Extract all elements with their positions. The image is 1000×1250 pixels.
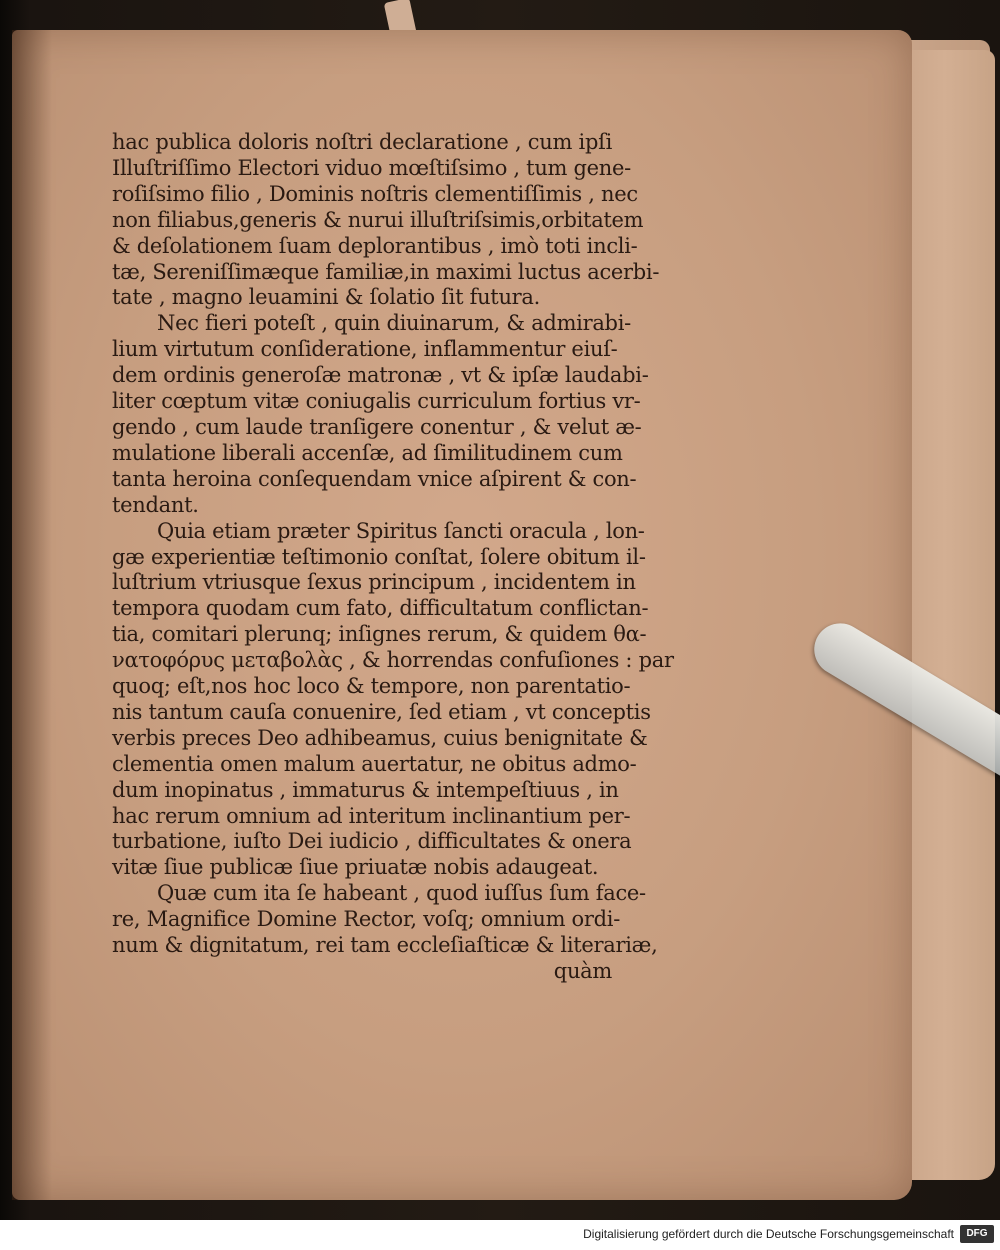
text-line: Nec fieri poteſt , quin diuinarum, & admirabi- [157, 311, 631, 336]
text-line: quoq; eſt,nos hoc loco & tempore, non parentatio- [112, 674, 631, 699]
text-line: non filiabus,generis & nurui illuſtriſsimis,orbitatem [112, 207, 644, 232]
text-line: re, Magnifice Domine Rector, voſq; omnium ordi- [112, 907, 620, 932]
text-line: gæ experientiæ teſtimonio conſtat, ſolere obitum il- [112, 544, 646, 569]
text-line: clementia omen malum auertatur, ne obitus admo- [112, 751, 637, 776]
text-line: tate , magno leuamini & ſolatio ſit futura. [112, 285, 540, 310]
text-line: tia, comitari plerunq; inſignes rerum, & quidem θα- [112, 622, 647, 647]
text-line: tendant. [112, 492, 199, 517]
page-gutter-shadow [12, 30, 52, 1200]
text-line: mulatione liberali accenſæ, ad ſimilitudinem cum [112, 440, 623, 465]
text-line: verbis preces Deo adhibeamus, cuius benignitate & [112, 725, 648, 750]
text-line: hac publica doloris noſtri declaratione , cum ipſi [112, 130, 612, 154]
text-line: nis tantum cauſa conuenire, ſed etiam , vt conceptis [112, 699, 651, 724]
text-line: vitæ ſiue publicæ ſiue priuatæ nobis adaugeat. [112, 855, 599, 880]
text-line: Quia etiam præter Spiritus ſancti oracula , lon- [157, 518, 645, 543]
text-line: tempora quodam cum fato, difficultatum conflictan- [112, 596, 649, 621]
text-line: roſiſsimo filio , Dominis noſtris clementiſſimis , nec [112, 181, 638, 206]
text-line: νατοφόρυς μεταβολὰς , & horrendas confuſiones : par [112, 648, 674, 673]
text-line: liter cœptum vitæ coniugalis curriculum fortius vr- [112, 389, 641, 414]
text-line: lium virtutum conſideratione, inflammentur eiuſ- [112, 337, 618, 362]
text-line: tæ, Sereniſſimæque familiæ,in maximi luctus acerbi- [112, 259, 660, 284]
text-line: turbatione, iuſto Dei iudicio , difficultates & onera [112, 829, 632, 854]
text-line: dem ordinis generoſæ matronæ , vt & ipſæ laudabi- [112, 363, 649, 388]
text-line: num & dignitatum, rei tam eccleſiaſticæ & literariæ, [112, 933, 658, 958]
text-line: luſtrium vtriusque ſexus principum , incidentem in [112, 570, 636, 595]
text-line: dum inopinatus , immaturus & intempeſtiuus , in [112, 777, 619, 802]
catchword: quàm [553, 959, 612, 983]
page-text [112, 130, 674, 985]
footer-credit: Digitalisierung gefördert durch die Deutsche Forschungsgemeinschaft [583, 1227, 954, 1241]
text-line: gendo , cum laude tranſigere conentur , & velut æ- [112, 414, 642, 439]
footer-bar [0, 1220, 1000, 1250]
text-line: Quæ cum ita ſe habeant , quod iuſſus ſum face- [157, 881, 646, 906]
text-line: hac rerum omnium ad interitum inclinantium per- [112, 803, 631, 828]
dfg-logo-icon: DFG [960, 1225, 994, 1243]
text-line: & deſolationem ſuam deplorantibus , imò toti incli- [112, 233, 638, 258]
text-line: Illuſtriſſimo Electori viduo mœſtiſsimo , tum gene- [112, 155, 631, 180]
text-line: tanta heroina conſequendam vnice aſpirent & con- [112, 466, 637, 491]
